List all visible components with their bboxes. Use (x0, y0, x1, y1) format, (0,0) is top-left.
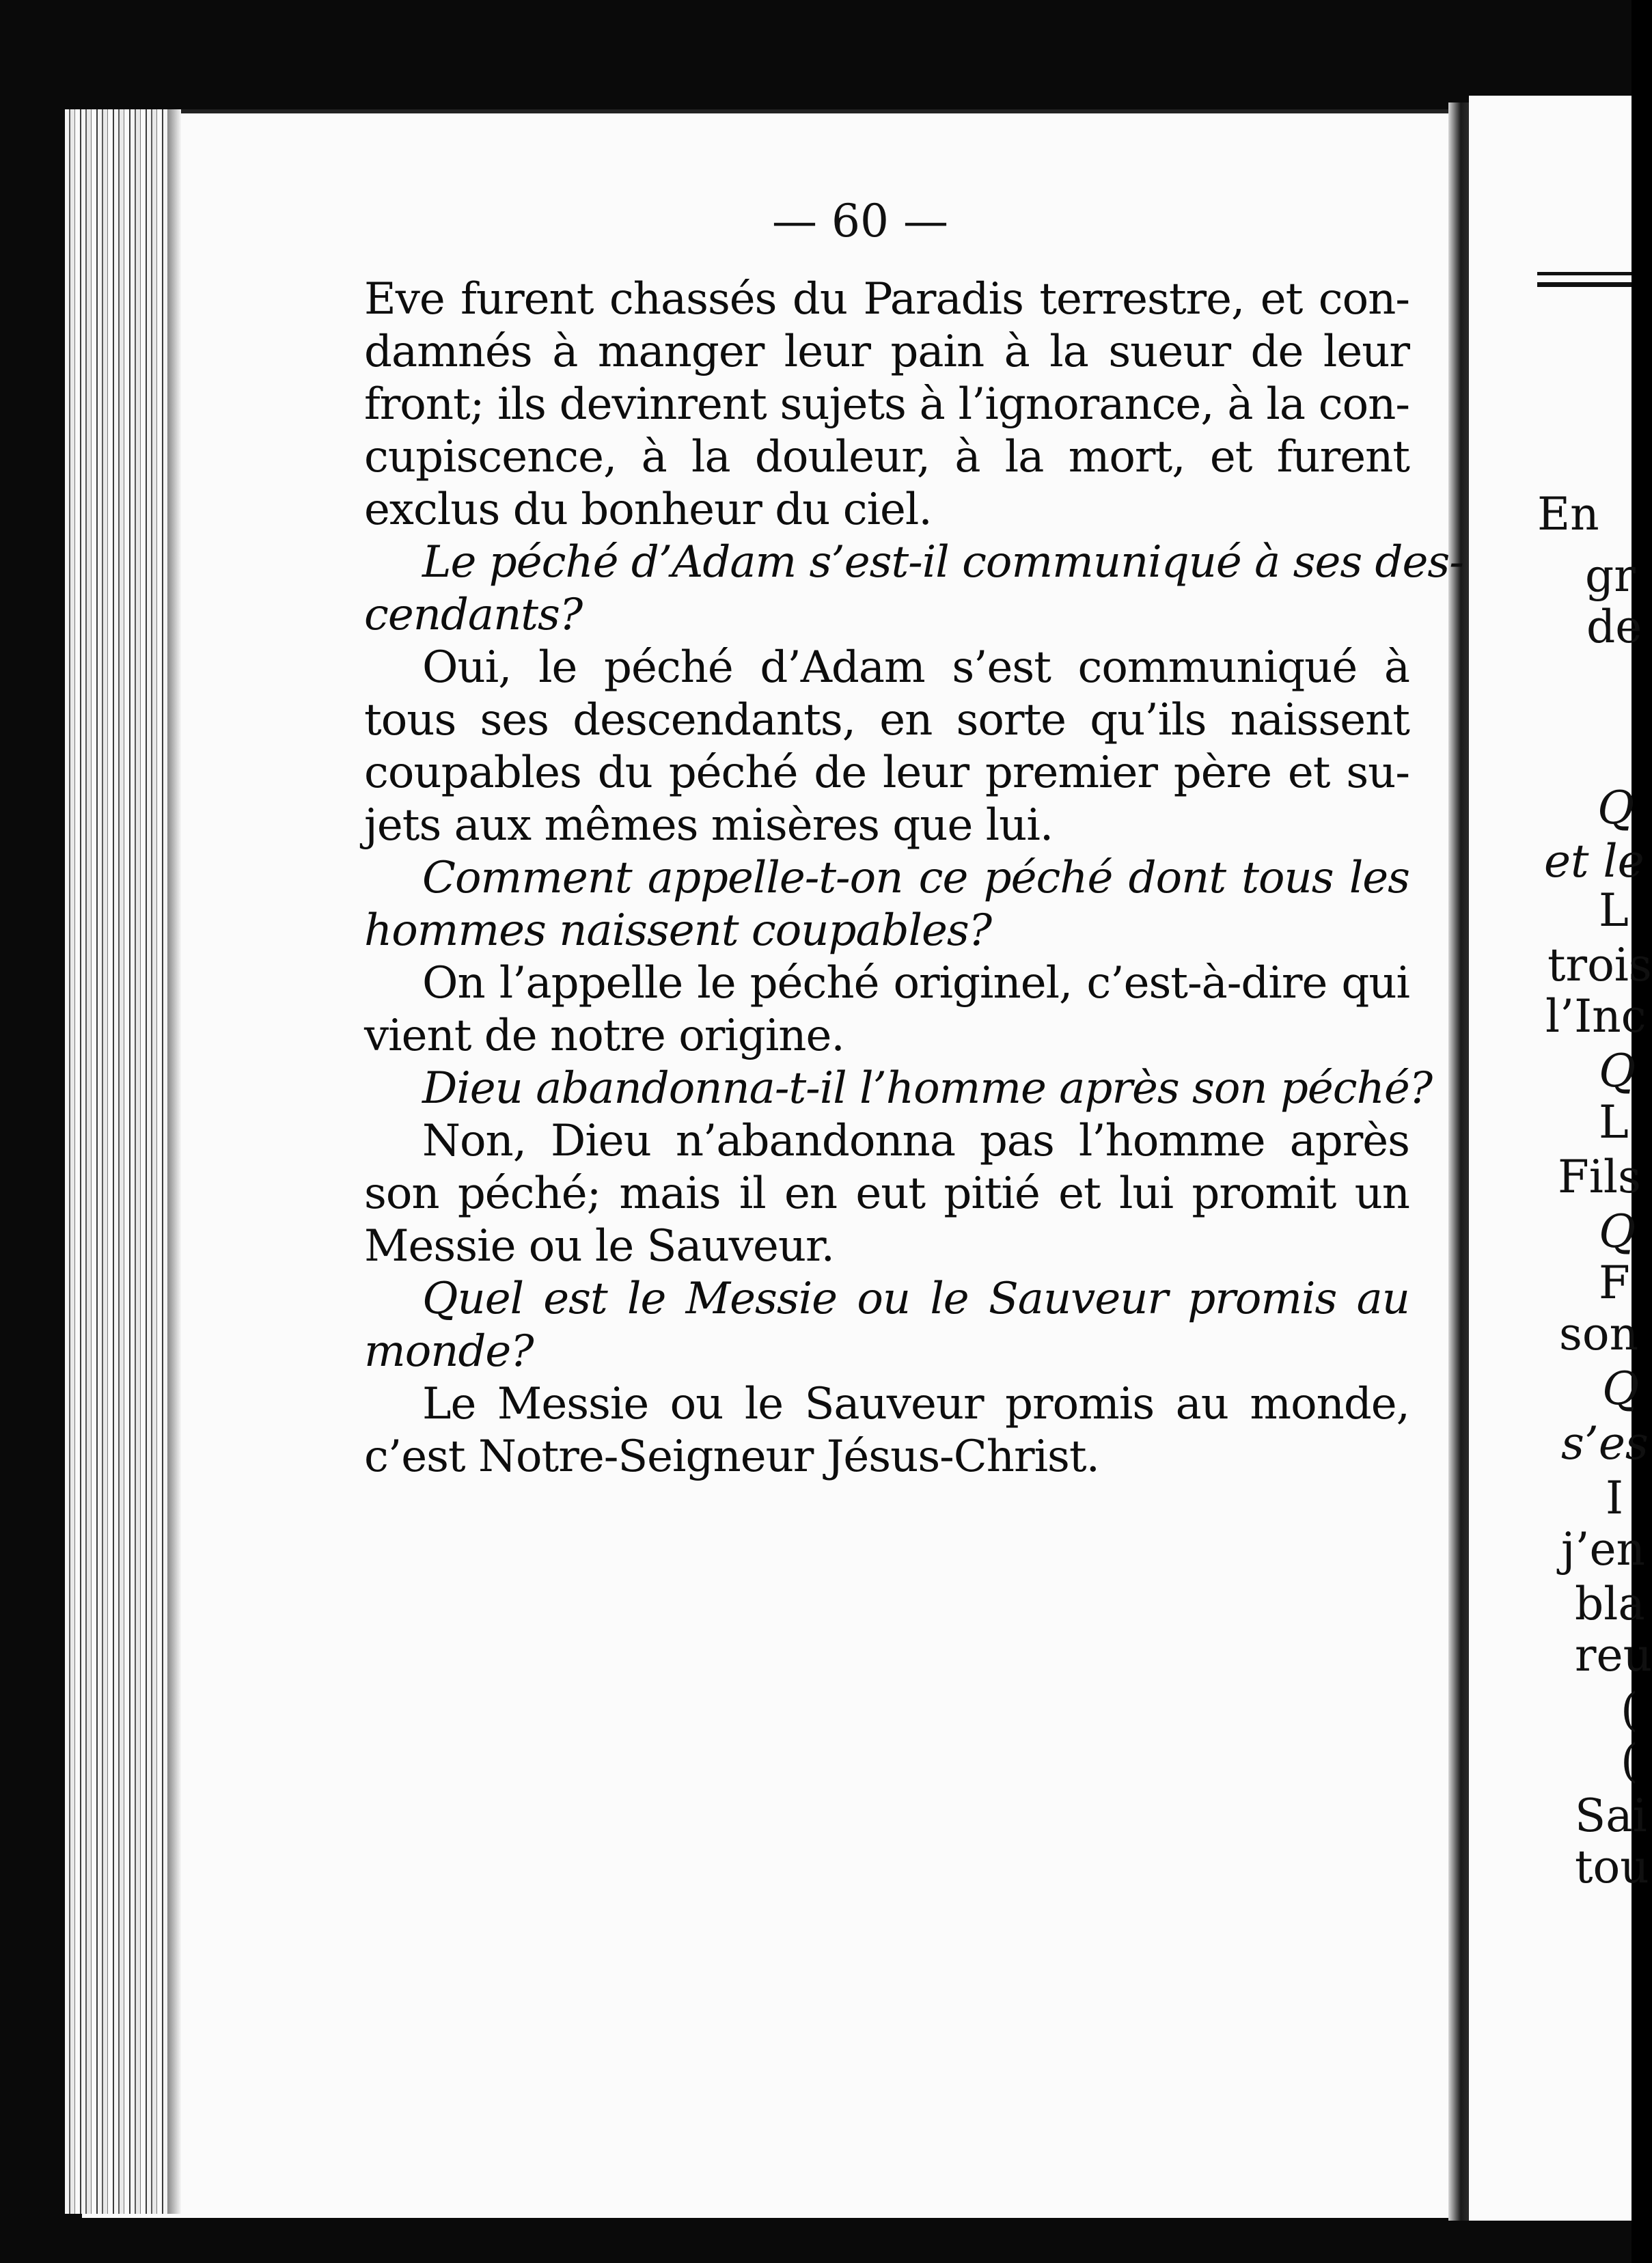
catechism-question-line: cendants? (364, 590, 583, 640)
catechism-answer-line: Eve furent chassés du Paradis terrestre, et con- (364, 274, 1409, 325)
facing-page-fragment: tou (1575, 1841, 1649, 1893)
page-number: — 60 — (772, 195, 948, 247)
book-gutter (1448, 102, 1469, 2221)
facing-page-fragment: trois (1547, 939, 1652, 991)
catechism-question-line: Le péché d’Adam s’est-il communiqué à ses des- (422, 537, 1463, 588)
catechism-answer-line: Non, Dieu n’abandonna pas l’homme après (422, 1116, 1409, 1166)
facing-page-fragment: et le (1544, 835, 1644, 888)
catechism-answer-line: front; ils devinrent sujets à l’ignorance, à la con- (364, 379, 1409, 430)
facing-page-fragment: l’Inc (1545, 990, 1647, 1043)
catechism-question-line: Quel est le Messie ou le Sauveur promis au (422, 1274, 1409, 1324)
catechism-answer-line: Messie ou le Sauveur. (364, 1221, 834, 1272)
catechism-answer-line: On l’appelle le péché originel, c’est-à-dire qui (422, 958, 1409, 1009)
catechism-answer-line: tous ses descendants, en sorte qu’ils naissent (364, 695, 1409, 745)
facing-page-fragment: gr (1585, 549, 1636, 602)
catechism-answer-line: jets aux mêmes misères que lui. (364, 800, 1054, 851)
facing-page-fragment: ( (1621, 1684, 1638, 1736)
facing-page-fragment: F (1599, 1257, 1630, 1309)
facing-page-fragment: Sai (1575, 1789, 1647, 1842)
facing-page-fragment: s’es (1561, 1417, 1649, 1470)
facing-page-fragment: ( (1621, 1735, 1638, 1787)
facing-page-fragment: En (1537, 488, 1599, 540)
facing-page-fragment: de (1586, 601, 1642, 653)
catechism-question-line: Comment appelle-t-on ce péché dont tous les (422, 853, 1409, 903)
facing-page-fragment: Q (1597, 782, 1635, 834)
catechism-answer-line: Oui, le péché d’Adam s’est communiqué à (422, 642, 1409, 693)
page-edge-stack (65, 109, 181, 2214)
catechism-question-line: monde? (364, 1326, 534, 1377)
facing-page-fragment: Q (1602, 1362, 1640, 1415)
catechism-question-line: hommes naissent coupables? (364, 905, 992, 956)
facing-page-fragment: Q (1599, 1205, 1636, 1258)
facing-page-fragment: son (1559, 1308, 1639, 1360)
text-column (364, 273, 1463, 1483)
facing-page-fragment: L (1599, 884, 1629, 937)
catechism-answer-line: son péché; mais il en eut pitié et lui promit un (364, 1168, 1409, 1219)
catechism-answer-line: exclus du bonheur du ciel. (364, 484, 932, 535)
facing-page-fragment: Fils (1558, 1151, 1641, 1203)
facing-page-fragment: I (1606, 1472, 1624, 1524)
facing-page-fragment: reu (1575, 1629, 1652, 1682)
catechism-question-line: Dieu abandonna-t-il l’homme après son péché? (422, 1063, 1433, 1114)
facing-page-fragment: j’en (1561, 1523, 1646, 1576)
catechism-answer-line: Le Messie ou le Sauveur promis au monde, (422, 1379, 1409, 1429)
facing-page-fragment: bla (1575, 1578, 1645, 1630)
catechism-answer-line: vient de notre origine. (364, 1011, 844, 1061)
catechism-answer-line: coupables du péché de leur premier père et su- (364, 748, 1409, 798)
catechism-answer-line: cupiscence, à la douleur, à la mort, et furent (364, 432, 1409, 482)
right-page-header-rule (1537, 272, 1632, 275)
catechism-answer-line: c’est Notre-Seigneur Jésus-Christ. (364, 1431, 1099, 1482)
facing-page-fragment: L (1599, 1096, 1629, 1149)
facing-page-fragment: Q (1599, 1045, 1636, 1097)
catechism-answer-line: damnés à manger leur pain à la sueur de leur (364, 327, 1409, 377)
right-page-header-rule-thick (1537, 282, 1632, 287)
